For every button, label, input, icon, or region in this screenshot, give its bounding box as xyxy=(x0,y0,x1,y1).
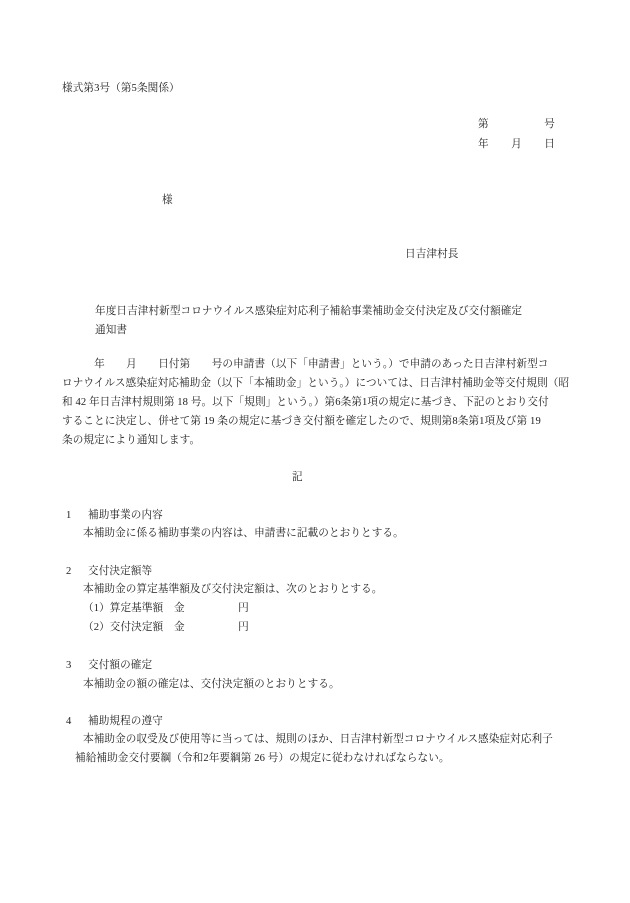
section-4-heading: 補助規程の遵守 xyxy=(88,716,163,727)
sender-title: 日吉津村長 xyxy=(405,249,459,260)
section-2-subitem-1: （1）算定基準額 金 円 xyxy=(83,603,249,614)
section-3-number: 3 xyxy=(66,660,72,671)
body-paragraph-line-3: 和 42 年日吉津村規則第 18 号。以下「規則」という。）第6条第1項の規定に基づき、下記のとおり交付 xyxy=(62,397,549,408)
section-3-line-1: 本補助金の額の確定は、交付決定額のとおりとする。 xyxy=(83,679,340,690)
record-marker: 記 xyxy=(292,472,303,483)
section-2-subitem-2: （2）交付決定額 金 円 xyxy=(83,622,249,633)
date-year-label: 年 xyxy=(478,139,489,150)
body-paragraph-line-1: 年 月 日付第 号の申請書（以下「申請書」という。）で申請のあった日吉津村新型コ xyxy=(62,359,549,370)
doc-number-line xyxy=(478,118,555,131)
body-paragraph-line-2: ロナウイルス感染症対応補助金（以下「本補助金」という。）については、日吉津村補助金等交付規則（昭 xyxy=(62,378,570,389)
section-4-line-1: 本補助金の収受及び使用等に当っては、規則のほか、日吉津村新型コロナウイルス感染症対応利子 xyxy=(83,734,553,745)
form-label: 様式第3号（第5条関係） xyxy=(62,83,180,94)
body-paragraph-line-4: することに決定し、併せて第 19 条の規定に基づき交付額を確定したので、規則第8条第1項及び第 19 xyxy=(62,416,541,427)
doc-date-line xyxy=(478,138,555,151)
section-3-heading: 交付額の確定 xyxy=(88,660,153,671)
section-1-number: 1 xyxy=(66,510,72,521)
doc-title-line2: 通知書 xyxy=(95,325,128,336)
date-day-label: 日 xyxy=(544,139,555,150)
date-month-label: 月 xyxy=(511,139,522,150)
section-1-line-1: 本補助金に係る補助事業の内容は、申請書に記載のとおりとする。 xyxy=(83,528,404,539)
doc-number-suffix: 号 xyxy=(544,119,555,130)
section-4-number: 4 xyxy=(66,716,72,727)
section-2-line-1: 本補助金の算定基準額及び交付決定額は、次のとおりとする。 xyxy=(83,584,383,595)
section-2-number: 2 xyxy=(66,566,72,577)
section-4-line-2: 補給補助金交付要綱（令和2年要綱第 26 号）の規定に従わなければならない。 xyxy=(75,753,450,764)
addressee-honorific: 様 xyxy=(162,195,173,206)
body-paragraph-line-5: 条の規定により通知します。 xyxy=(62,435,201,446)
doc-number-prefix: 第 xyxy=(478,119,489,130)
doc-title-line1: 年度日吉津村新型コロナウイルス感染症対応利子補給事業補助金交付決定及び交付額確定 xyxy=(95,306,523,317)
section-2-heading: 交付決定額等 xyxy=(88,566,153,577)
section-1-heading: 補助事業の内容 xyxy=(88,510,163,521)
